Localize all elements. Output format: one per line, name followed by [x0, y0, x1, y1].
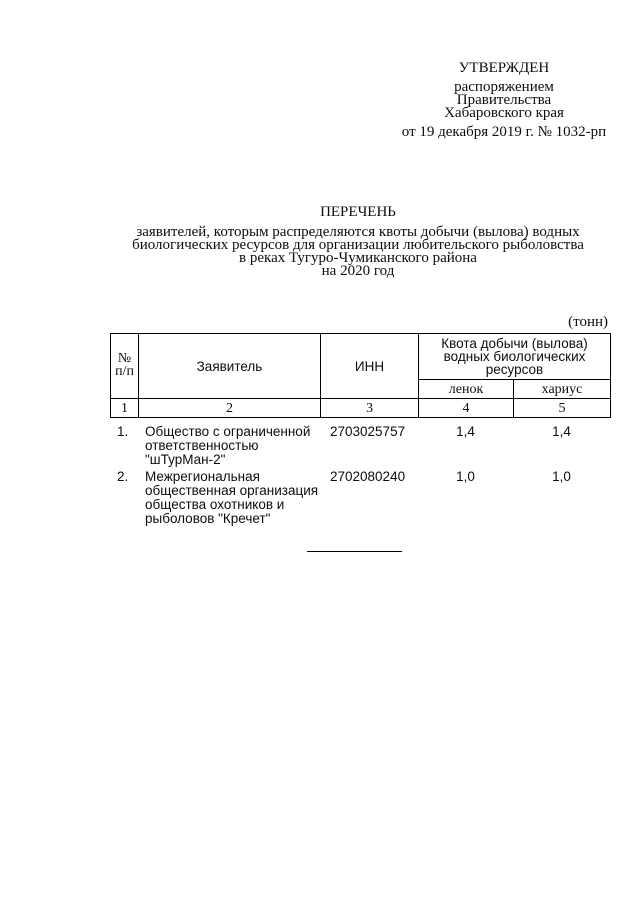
column-number: 4 — [462, 400, 470, 416]
approval-line: распоряжением — [454, 79, 554, 95]
row-applicant-line: Общество с ограниченной — [145, 424, 311, 439]
row-number: 2. — [117, 469, 129, 484]
row-applicant — [145, 425, 310, 467]
header-kharius-label: хариус — [541, 381, 583, 397]
document-title: ПЕРЕЧЕНЬ — [320, 204, 396, 220]
column-number-cell — [320, 398, 419, 418]
approval-date-line: от 19 декабря 2019 г. № 1032-рп — [401, 124, 607, 140]
header-lenok — [418, 379, 514, 399]
approval-block — [400, 61, 608, 139]
document-subtitle-line: в реках Тугуро-Чумиканского района — [239, 250, 477, 266]
column-number-cell — [418, 398, 514, 418]
header-kharius — [513, 379, 611, 399]
column-number-cell — [513, 398, 611, 418]
row-number: 1. — [117, 424, 129, 439]
row-inn: 2703025757 — [330, 424, 406, 439]
header-quota-line: Квота добычи (вылова) — [441, 336, 588, 351]
column-number-cell — [138, 398, 321, 418]
row-applicant — [145, 470, 318, 526]
document-subtitle-line: на 2020 год — [321, 263, 395, 279]
column-number: 5 — [558, 400, 566, 416]
document-subtitle-line: биологических ресурсов для организации любительского рыболовства — [132, 237, 584, 253]
row-applicant-line: Межрегиональная — [145, 469, 260, 484]
approval-line: Хабаровского края — [444, 105, 564, 121]
header-applicant-label: Заявитель — [196, 358, 263, 374]
column-number-cell — [110, 398, 139, 418]
approval-line: Правительства — [456, 92, 552, 108]
row-inn: 2702080240 — [330, 469, 406, 484]
document-heading — [108, 205, 608, 278]
quota-table — [110, 333, 611, 418]
row-kharius-quota: 1,0 — [552, 469, 571, 484]
header-quota-line: водных биологических — [443, 349, 586, 364]
row-applicant-line: ответственностью — [145, 438, 259, 453]
header-applicant — [138, 333, 321, 399]
header-inn-label: ИНН — [354, 358, 385, 374]
header-number-symbol: № — [117, 350, 132, 366]
column-number: 1 — [121, 400, 128, 416]
column-number: 2 — [226, 400, 233, 416]
row-lenok-quota: 1,4 — [456, 424, 475, 439]
approval-title: УТВЕРЖДЕН — [458, 60, 550, 76]
header-lenok-label: ленок — [448, 381, 484, 397]
row-applicant-line: рыболовов "Кречет" — [145, 511, 271, 526]
header-quota — [418, 333, 611, 380]
header-inn — [320, 333, 419, 399]
row-lenok-quota: 1,0 — [456, 469, 475, 484]
header-number — [110, 333, 139, 399]
row-applicant-line: общественная организация — [145, 483, 319, 498]
unit-label: (тонн) — [568, 314, 608, 330]
row-applicant-line: общества охотников и — [145, 497, 285, 512]
document-subtitle-line: заявителей, которым распределяются квоты добычи (вылова) водных — [136, 224, 580, 240]
end-separator-line — [307, 551, 402, 552]
header-quota-line: ресурсов — [485, 362, 544, 377]
row-applicant-line: "шТурМан-2" — [145, 452, 226, 467]
column-number: 3 — [366, 400, 373, 416]
row-kharius-quota: 1,4 — [552, 424, 571, 439]
header-number-abbr: п/п — [115, 363, 134, 379]
